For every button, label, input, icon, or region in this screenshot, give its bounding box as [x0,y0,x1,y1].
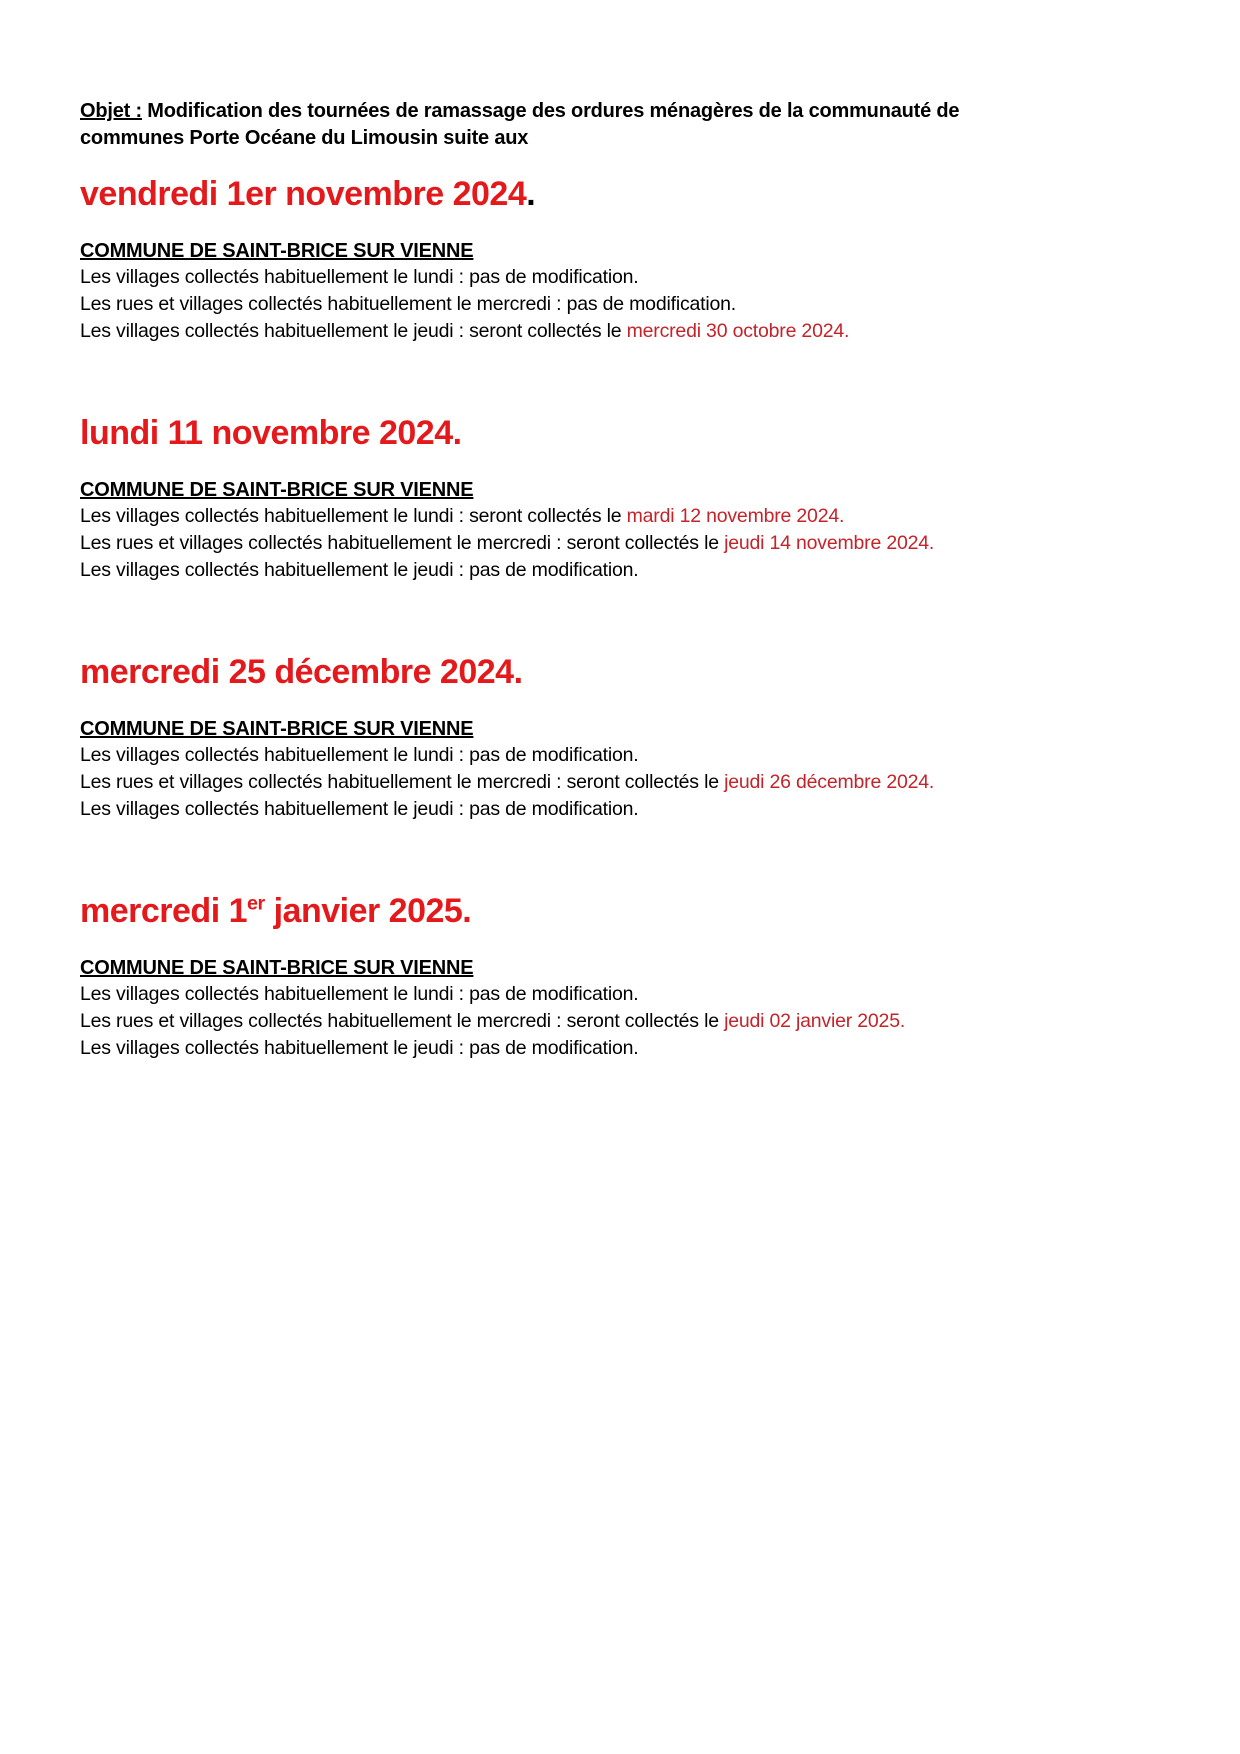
schedule-line-black: Les villages collectés habituellement le lundi : pas de modification. [80,744,639,766]
schedule-line [80,318,1160,345]
schedule-line-red: jeudi 02 janvier 2025. [724,1010,906,1032]
section-heading [80,891,1160,931]
schedule-lines [80,503,1160,584]
section-heading-text: vendredi 1er novembre 2024 [80,175,527,213]
schedule-lines [80,264,1160,345]
schedule-line-black: Les villages collectés habituellement le lundi : seront collectés le [80,505,627,527]
schedule-line-black: Les villages collectés habituellement le lundi : pas de modification. [80,983,639,1005]
section-heading [80,652,1160,692]
schedule-line-black: Les rues et villages collectés habituellement le mercredi : seront collectés le [80,1010,725,1032]
schedule-line [80,530,1160,557]
section-heading-text: mercredi 1 [80,892,247,930]
schedule-line [80,981,1160,1008]
schedule-line-black: Les villages collectés habituellement le jeudi : pas de modification. [80,559,639,581]
schedule-section [80,174,1160,345]
commune-heading: COMMUNE DE SAINT-BRICE SUR VIENNE [80,479,474,501]
schedule-lines [80,981,1160,1062]
schedule-line-black: Les rues et villages collectés habituellement le mercredi : seront collectés le [80,771,725,793]
schedule-line [80,503,1160,530]
schedule-line-red: jeudi 26 décembre 2024. [724,771,935,793]
schedule-section [80,413,1160,584]
section-heading-black-dot: . [526,175,536,213]
subject-text-line2: communes Porte Océane du Limousin suite aux [80,127,529,149]
subject-text-line1: Modification des tournées de ramassage des ordures ménagères de la communauté de [147,100,960,122]
commune-heading: COMMUNE DE SAINT-BRICE SUR VIENNE [80,240,474,262]
schedule-line-black: Les villages collectés habituellement le jeudi : pas de modification. [80,798,639,820]
schedule-line [80,264,1160,291]
schedule-line-black: Les rues et villages collectés habituellement le mercredi : seront collectés le [80,532,725,554]
subject-label: Objet : [80,100,142,122]
schedule-line [80,1035,1160,1062]
schedule-line-red: jeudi 14 novembre 2024. [724,532,935,554]
subject-line [80,98,1160,152]
schedule-section [80,891,1160,1062]
schedule-line [80,1008,1160,1035]
section-heading-text: mercredi 25 décembre 2024. [80,653,523,691]
section-heading-superscript: er [247,892,265,915]
schedule-line [80,742,1160,769]
section-heading-text-post: janvier 2025. [264,892,472,930]
schedule-line [80,769,1160,796]
commune-heading: COMMUNE DE SAINT-BRICE SUR VIENNE [80,718,474,740]
commune-heading: COMMUNE DE SAINT-BRICE SUR VIENNE [80,957,474,979]
schedule-line-black: Les villages collectés habituellement le lundi : pas de modification. [80,266,639,288]
section-heading [80,413,1160,453]
schedule-section [80,652,1160,823]
schedule-line [80,557,1160,584]
schedule-line-black: Les villages collectés habituellement le jeudi : pas de modification. [80,1037,639,1059]
section-heading-text: lundi 11 novembre 2024. [80,414,462,452]
schedule-line-red: mercredi 30 octobre 2024. [626,320,850,342]
section-heading [80,174,1160,214]
schedule-lines [80,742,1160,823]
schedule-line-black: Les villages collectés habituellement le jeudi : seront collectés le [80,320,627,342]
schedule-line [80,291,1160,318]
schedule-line [80,796,1160,823]
schedule-line-black: Les rues et villages collectés habituellement le mercredi : pas de modification. [80,293,737,315]
schedule-line-red: mardi 12 novembre 2024. [626,505,845,527]
